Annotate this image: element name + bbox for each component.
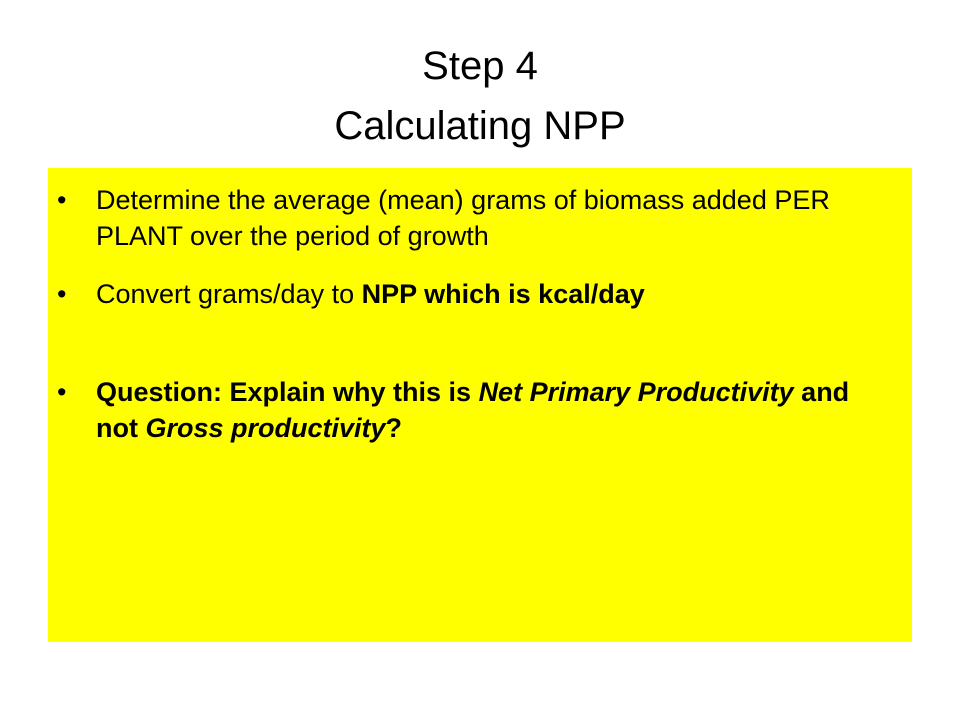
title-line-2: Calculating NPP <box>334 104 626 148</box>
bullet-item-determine-mean <box>48 182 912 254</box>
question-connector: and not <box>96 377 850 443</box>
question-label: Question: Explain why this is <box>96 377 479 407</box>
bullet-item-convert <box>48 276 912 312</box>
highlight-content-box <box>48 168 912 642</box>
bullet-text-prefix: Convert grams/day to <box>96 279 362 309</box>
bullet-list <box>48 182 912 446</box>
term-gross-productivity: Gross productivity <box>145 413 386 443</box>
title-line-1: Step 4 <box>422 44 538 88</box>
slide-title <box>0 36 960 156</box>
term-net-primary-productivity: Net Primary Productivity <box>478 377 794 407</box>
bullet-text: Determine the average (mean) grams of biomass added PER PLANT over the period of growth <box>96 185 830 251</box>
question-mark: ? <box>385 413 403 443</box>
bullet-item-question <box>48 374 912 446</box>
bullet-text-npp-units: NPP which is kcal/day <box>361 279 645 309</box>
